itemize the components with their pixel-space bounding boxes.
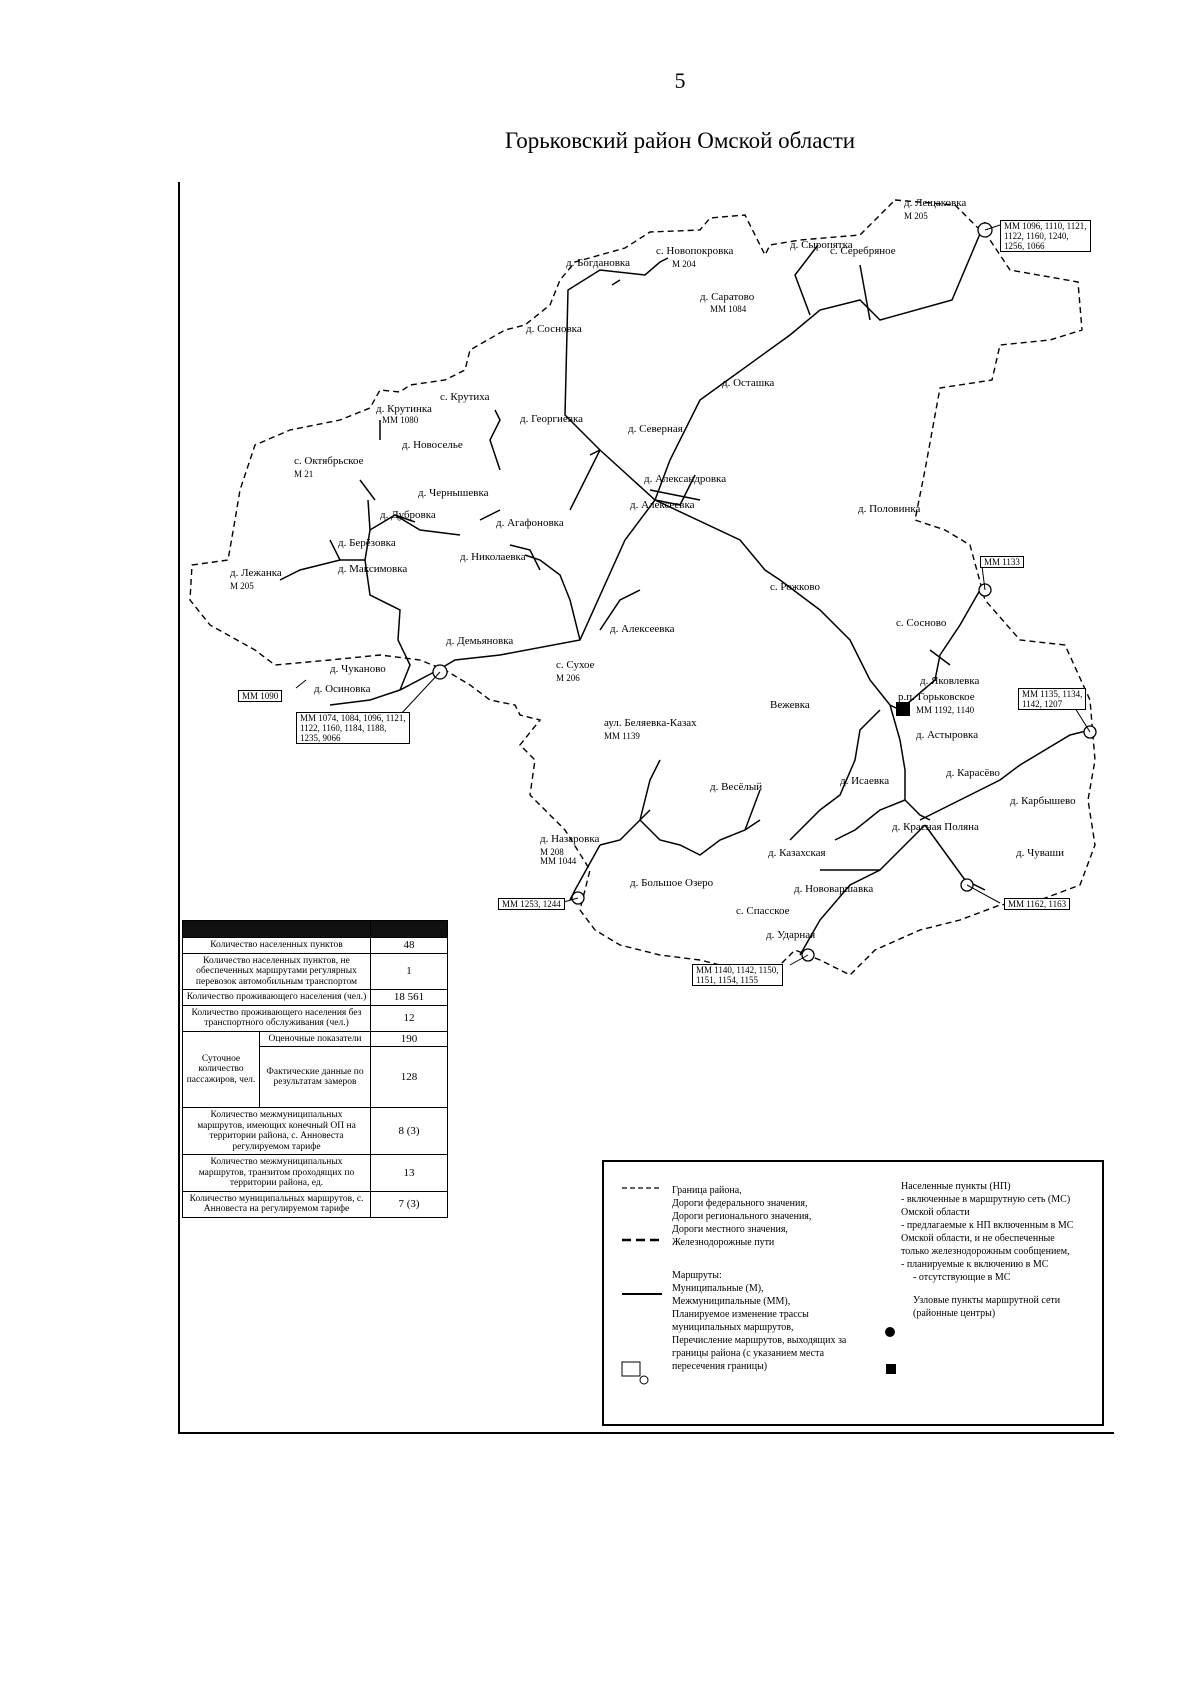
table-header-row [183, 921, 448, 938]
label-saratovo: д. Саратово [700, 291, 755, 303]
code-krutinka: ММ 1080 [382, 415, 419, 425]
label-udarnaya: д. Ударная [766, 929, 816, 941]
label-alekseevka1: д. Алексеевка [630, 499, 695, 511]
label-bolshoe: д. Большое Озеро [630, 877, 714, 889]
label-kazakhskaya: д. Чуваши [1016, 847, 1065, 859]
legend-left-column [672, 1184, 872, 1373]
label-novopokrovka: с. Новопокровка [656, 245, 734, 257]
label-maksimovka: д. Максимовка [338, 563, 408, 575]
label-sukhoe: с. Сухое [556, 659, 595, 671]
label-dubrovka: д. Дубровка [380, 509, 436, 521]
table-cell-value: 7 (3) [371, 1191, 448, 1217]
code-belyaevka: ММ 1139 [604, 731, 640, 741]
route-box-line: 1122, 1160, 1184, 1188, [300, 723, 387, 733]
table-cell-value: 128 [371, 1047, 448, 1108]
legend-right-column [901, 1180, 1097, 1320]
label-ostashka: д. Осташка [722, 377, 775, 389]
code-oktyabrskoe: М 21 [294, 469, 314, 479]
legend-route-item: Межмуниципальные (ММ), [672, 1296, 791, 1307]
table-cell-value: 12 [371, 1005, 448, 1031]
label-vesyolyy: д. Карасёво [946, 767, 1000, 779]
code-leshakovka: М 205 [904, 211, 928, 221]
label-nikolaevka: д. Николаевка [460, 551, 526, 563]
label-aleksandrovka: д. Александровка [644, 473, 727, 485]
table-cell-label: Количество населенных пунктов [183, 938, 371, 954]
route-box-sw: ММ 1253, 1244 [498, 898, 565, 910]
label-yakovlevka: д. Яковлевка [920, 675, 980, 687]
table-row [183, 1108, 448, 1155]
legend-settlement-item: только железнодорожным сообщением, [901, 1246, 1070, 1257]
legend-settlement-item: Населенные пункты (НП) [901, 1181, 1011, 1192]
legend-line-item: Железнодорожные пути [672, 1237, 775, 1248]
label-sosnovo: с. Сосново [896, 617, 947, 629]
legend [602, 1160, 1104, 1426]
route-box-w-small: ММ 1090 [238, 690, 282, 702]
route-box-w-big [296, 712, 410, 744]
label-polovinka: д. Половинка [858, 503, 921, 515]
table-cell-label: Количество проживающего населения без транспортного обслуживания (чел.) [183, 1005, 371, 1031]
label-sosnovka: д. Сосновка [526, 323, 582, 335]
route-box-line: ММ 1096, 1110, 1121, [1004, 221, 1087, 231]
table-cell-value: 190 [371, 1031, 448, 1047]
label-syropyatka: д. Сыропятка [790, 239, 853, 251]
label-spasskoe: с. Спасское [736, 905, 790, 917]
label-agafonovka: д. Агафоновка [496, 517, 564, 529]
label-gorkovskoe: р.п. Горьковское [898, 691, 975, 703]
table-row [183, 990, 448, 1006]
route-box-line: 1122, 1160, 1240, [1004, 231, 1069, 241]
table-cell-value: 8 (3) [371, 1108, 448, 1155]
table-row [183, 1155, 448, 1192]
label-krasnaya: д. Казахская [768, 847, 826, 859]
label-rozhkovo: с. Рожково [770, 581, 820, 593]
label-vezhevka: Вежевка [770, 699, 810, 711]
legend-settlement-item: - планируемые к включению в МС [901, 1259, 1049, 1270]
table-cell-label: Количество межмуниципальных маршрутов, транзитом проходящих по территории района, ед. [183, 1155, 371, 1192]
legend-line-item: Дороги регионального значения, [672, 1211, 812, 1222]
legend-settlement-item: Омской области, и не обеспеченные [901, 1233, 1055, 1244]
legend-settlement-item: Узловые пункты маршрутной сети (районные центры) [913, 1295, 1061, 1319]
legend-route-item: Планируемое изменение трассы муниципальных маршрутов, [672, 1309, 809, 1333]
label-severnaya: д. Северная [628, 423, 683, 435]
page-number: 5 [674, 68, 686, 93]
route-box-line: 1256, 1066 [1004, 241, 1045, 251]
label-bogdanovka: д. Богдановка [566, 257, 630, 269]
label-karbyshevo: д. Красная Поляна [892, 821, 979, 833]
label-chuvashi: д. Карбышево [1010, 795, 1076, 807]
legend-settlement-item: Омской области [901, 1207, 970, 1218]
table-cell-value: 1 [371, 953, 448, 990]
table-cell-label: Количество проживающего населения (чел.) [183, 990, 371, 1006]
table-cell-group: Суточное количество пассажиров, чел. [183, 1031, 260, 1108]
label-alekseevka2: д. Алексеевка [610, 623, 675, 635]
label-novoe: д. Новоселье [402, 439, 463, 451]
code-sukhoe: М 206 [556, 673, 580, 683]
stats-table [182, 920, 448, 1218]
table-cell-value: 18 561 [371, 990, 448, 1006]
code-nazarovka: М 208 ММ 1044 [540, 847, 577, 866]
table-row [183, 938, 448, 954]
box-connectors [296, 225, 1090, 965]
route-box-se: ММ 1162, 1163 [1004, 898, 1070, 910]
table-cell-value: 48 [371, 938, 448, 954]
route-box-line: ММ 1074, 1084, 1096, 1121, [300, 713, 406, 723]
route-box-e-big [1018, 688, 1086, 710]
route-box-line: 1235, 9066 [300, 733, 341, 743]
district-center-marker [896, 702, 910, 716]
code-gorkovskoe: ММ 1192, 1140 [916, 705, 975, 715]
route-box-line: 1142, 1207 [1022, 699, 1063, 709]
route-box-line: ММ 1135, 1134, [1022, 689, 1083, 699]
code-saratovo: ММ 1084 [710, 304, 747, 314]
table-cell-value: 13 [371, 1155, 448, 1192]
table-header [183, 921, 371, 938]
label-oktyabrskoe: с. Октябрьское [294, 455, 364, 467]
district-boundary [190, 197, 1095, 975]
label-georgievka: д. Георгиевка [520, 413, 584, 425]
label-nazarovka: д. Назаровка [540, 833, 600, 845]
page-title: Горьковский район Омской области [504, 128, 856, 153]
table-cell-label: Фактические данные по результатам замеров [260, 1047, 371, 1108]
label-chernyshevka: д. Чернышевка [418, 487, 489, 499]
table-header [371, 921, 448, 938]
label-krutaya: с. Крутиха [440, 391, 490, 403]
roads [280, 222, 1090, 955]
legend-settlement-item: - отсутствующие в МС [913, 1272, 1011, 1283]
label-astyrovka: д. Астыровка [916, 729, 979, 741]
table-cell-label: Количество межмуниципальных маршрутов, имеющих конечный ОП на территории района, с. Анновеста регулируемом тарифе [183, 1108, 371, 1155]
route-box-ne [1000, 220, 1091, 252]
legend-route-item: Перечисление маршрутов, выходящих за границы района (с указанием места пересечения границы) [672, 1335, 847, 1372]
code-novopokrovka: М 204 [672, 259, 696, 269]
label-leshakovka: д. Лещаковка [904, 197, 967, 209]
route-box-line: 1151, 1154, 1155 [696, 975, 758, 985]
legend-route-item: Муниципальные (М), [672, 1283, 764, 1294]
label-lezhanka: д. Лежанка [230, 567, 282, 579]
label-novovarshavka: д. Нововаршавка [794, 883, 874, 895]
legend-settlement-item: - включенные в маршрутную сеть (МС) [901, 1194, 1071, 1205]
label-karasevo: д. Исаевка [840, 775, 890, 787]
legend-line-item: Дороги федерального значения, [672, 1198, 808, 1209]
label-chukanovo: д. Чуканово [330, 663, 386, 675]
label-demyanovka: д. Демьяновка [446, 635, 514, 647]
legend-settlement-item: - предлагаемые к НП включенным в МС [901, 1220, 1074, 1231]
table-row [183, 1191, 448, 1217]
legend-line-item: Граница района, [672, 1185, 742, 1196]
code-lezhanka: М 205 [230, 581, 254, 591]
table-cell-label: Количество населенных пунктов, не обеспеченных маршрутами регулярных перевозок автомобильным транспортом [183, 953, 371, 990]
table-row [183, 1005, 448, 1031]
legend-line-item: Дороги местного значения, [672, 1224, 788, 1235]
route-box-line: ММ 1140, 1142, 1150, [696, 965, 779, 975]
label-isaevka: д. Весёлый [710, 781, 763, 793]
table-cell-label: Количество муниципальных маршрутов, с. Анновеста на регулируемом тарифе [183, 1191, 371, 1217]
table-row [183, 953, 448, 990]
table-row [183, 1031, 448, 1047]
label-belyaevka: аул. Беляевка-Казах [604, 717, 697, 729]
route-box-s [692, 964, 783, 986]
table-cell-label: Оценочные показатели [260, 1031, 371, 1047]
route-box-e-small: ММ 1133 [980, 556, 1024, 568]
label-osinovka: д. Осиновка [314, 683, 371, 695]
label-serebryannoe: с. Серебряное [830, 245, 896, 257]
label-krutinka: д. Крутинка [376, 403, 432, 415]
label-beryozovka: д. Берёзовка [338, 537, 396, 549]
legend-routes-title: Маршруты: [672, 1270, 722, 1281]
